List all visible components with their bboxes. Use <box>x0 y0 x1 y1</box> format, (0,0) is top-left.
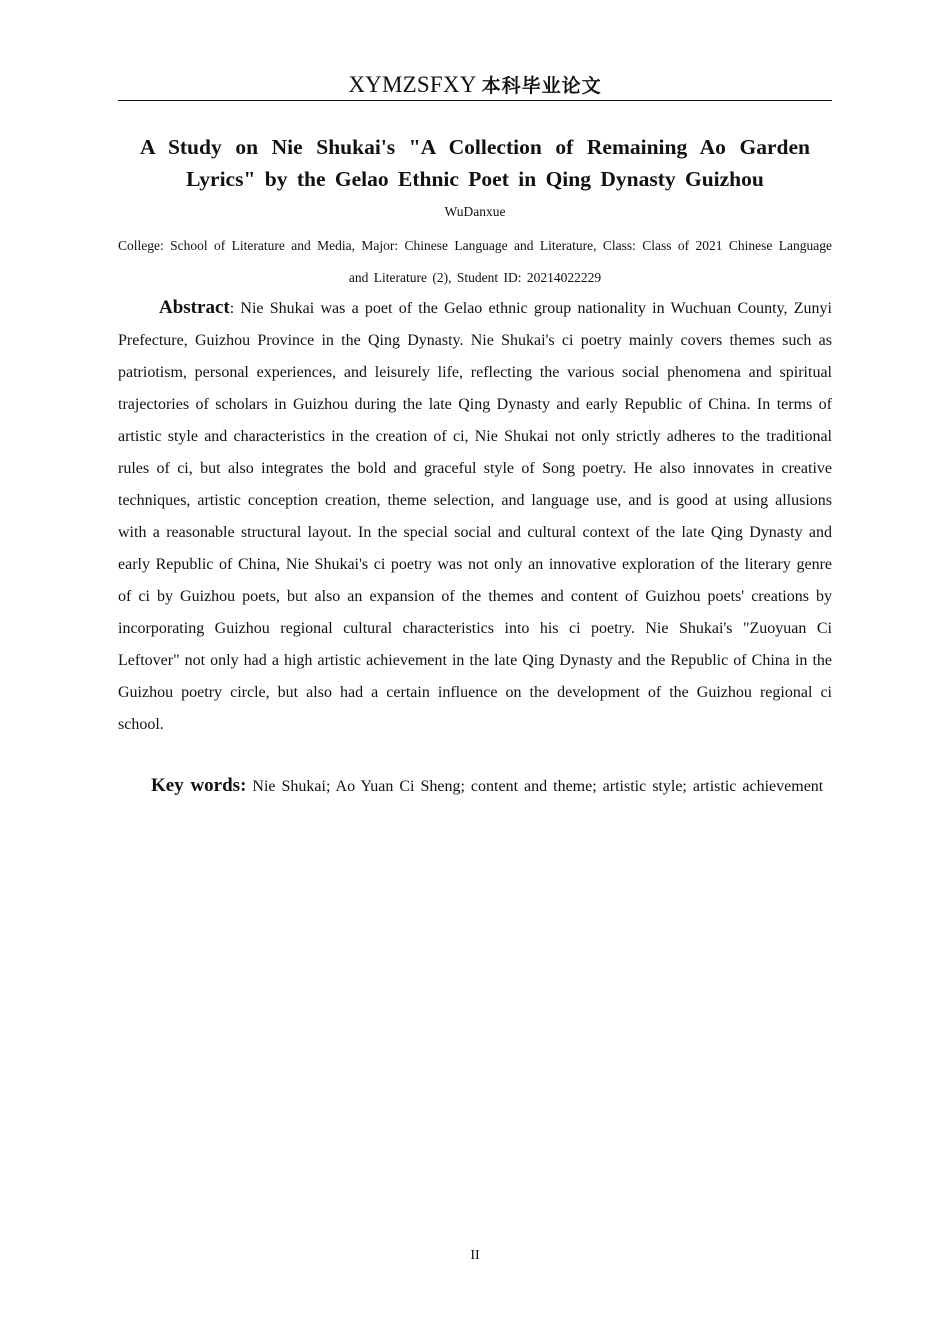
abstract-text: Nie Shukai was a poet of the Gelao ethnic group nationality in Wuchuan County, Zunyi Prefecture, Guizhou Province in the Qing Dynasty. Nie Shukai's ci poetry mainly covers themes such as patriotism, personal experiences, and leisurely life, reflecting the various social phenomena and spiritual trajectories of scholars in Guizhou during the late Qing Dynasty and early Republic of China. In terms of artistic style and characteristics in the creation of ci, Nie Shukai not only strictly adheres to the traditional rules of ci, but also integrates the bold and graceful style of Song poetry. He also innovates in creative techniques, artistic conception creation, theme selection, and language use, and is good at using allusions with a reasonable structural layout. In the special social and cultural context of the late Qing Dynasty and early Republic of China, Nie Shukai's ci poetry was not only an innovative exploration of the literary genre of ci by Guizhou poets, but also an expansion of the themes and content of Guizhou poets' creations by incorporating Guizhou regional cultural characteristics into his ci poetry. Nie Shukai's "Zuoyuan Ci Leftover" not only had a high artistic achievement in the late Qing Dynasty and the Republic of China in the Guizhou poetry circle, but also had a certain influence on the development of the Guizhou regional ci school. <box>118 300 833 733</box>
paper-title: A Study on Nie Shukai's "A Collection of Remaining Ao Garden Lyrics" by the Gelao Ethnic Poet in Qing Dynasty Guizhou <box>140 135 810 191</box>
abstract-paragraph <box>118 292 832 741</box>
keywords-label: Key words: <box>151 775 247 796</box>
page-number: II <box>470 1248 480 1263</box>
keywords-paragraph <box>118 770 832 803</box>
author-affiliation: College: School of Literature and Media, Major: Chinese Language and Literature, Class: Class of 2021 Chinese Language and Literature (2), Student ID: 20214022229 <box>118 238 832 285</box>
keywords-text: Nie Shukai; Ao Yuan Ci Sheng; content and theme; artistic style; artistic achievement <box>252 778 824 795</box>
header-thesis-label: 本科毕业论文 <box>481 75 602 97</box>
running-header <box>118 70 832 101</box>
document-page <box>118 0 832 1344</box>
header-divider <box>118 100 832 101</box>
header-school-code: XYMZSFXY <box>348 72 476 97</box>
abstract-separator: : <box>229 300 241 317</box>
abstract-label: Abstract <box>159 297 230 318</box>
author-name: WuDanxue <box>444 204 506 219</box>
